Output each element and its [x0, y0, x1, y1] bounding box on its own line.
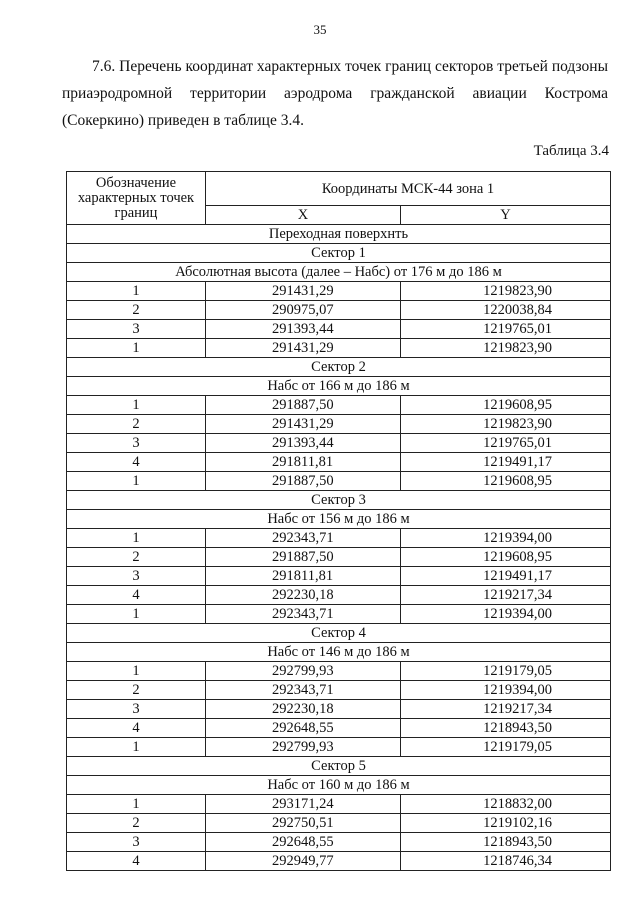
x-coordinate-cell: 291887,50 — [206, 396, 401, 415]
y-coordinate-cell: 1219823,90 — [401, 339, 611, 358]
x-coordinate-cell: 291811,81 — [206, 567, 401, 586]
table-row — [67, 586, 611, 605]
y-coordinate-cell: 1219217,34 — [401, 700, 611, 719]
x-coordinate-cell: 292343,71 — [206, 681, 401, 700]
table-body — [67, 225, 611, 871]
x-coordinate-cell: 292750,51 — [206, 814, 401, 833]
coordinates-table — [66, 171, 611, 871]
y-column-header: Y — [401, 206, 611, 225]
table-row — [67, 472, 611, 491]
sector-height-range: Набс от 166 м до 186 м — [67, 377, 611, 396]
x-coordinate-cell: 290975,07 — [206, 301, 401, 320]
table-row — [67, 852, 611, 871]
y-coordinate-cell: 1218832,00 — [401, 795, 611, 814]
table-row — [67, 719, 611, 738]
point-cell: 2 — [67, 301, 206, 320]
table-row — [67, 567, 611, 586]
x-coordinate-cell: 291393,44 — [206, 320, 401, 339]
table-row — [67, 396, 611, 415]
x-coordinate-cell: 291887,50 — [206, 548, 401, 567]
table-row — [67, 605, 611, 624]
point-cell: 3 — [67, 567, 206, 586]
y-coordinate-cell: 1218746,34 — [401, 852, 611, 871]
sector-title-row — [67, 244, 611, 263]
point-cell: 3 — [67, 833, 206, 852]
x-coordinate-cell: 291431,29 — [206, 339, 401, 358]
x-coordinate-cell: 291393,44 — [206, 434, 401, 453]
y-coordinate-cell: 1220038,84 — [401, 301, 611, 320]
point-cell: 3 — [67, 700, 206, 719]
y-coordinate-cell: 1219765,01 — [401, 434, 611, 453]
page-number: 35 — [313, 22, 327, 37]
table-row — [67, 453, 611, 472]
y-coordinate-cell: 1219394,00 — [401, 529, 611, 548]
point-cell: 4 — [67, 453, 206, 472]
x-coordinate-cell: 291811,81 — [206, 453, 401, 472]
y-coordinate-cell: 1219491,17 — [401, 567, 611, 586]
point-cell: 4 — [67, 719, 206, 738]
sector-title: Сектор 3 — [67, 491, 611, 510]
y-coordinate-cell: 1219608,95 — [401, 548, 611, 567]
point-cell: 1 — [67, 605, 206, 624]
surface-label: Переходная поверхнть — [67, 225, 611, 244]
point-cell: 1 — [67, 396, 206, 415]
x-coordinate-cell: 291431,29 — [206, 282, 401, 301]
x-coordinate-cell: 293171,24 — [206, 795, 401, 814]
x-coordinate-cell: 291431,29 — [206, 415, 401, 434]
sector-title: Сектор 4 — [67, 624, 611, 643]
sector-title-row — [67, 757, 611, 776]
point-cell: 1 — [67, 282, 206, 301]
sector-title-row — [67, 491, 611, 510]
table-row — [67, 339, 611, 358]
point-cell: 1 — [67, 529, 206, 548]
y-coordinate-cell: 1219394,00 — [401, 605, 611, 624]
y-coordinate-cell: 1218943,50 — [401, 719, 611, 738]
table-row — [67, 282, 611, 301]
x-coordinate-cell: 292230,18 — [206, 586, 401, 605]
sector-height-range: Набс от 146 м до 186 м — [67, 643, 611, 662]
y-coordinate-cell: 1219491,17 — [401, 453, 611, 472]
table-header — [67, 172, 611, 225]
surface-row — [67, 225, 611, 244]
sector-title: Сектор 5 — [67, 757, 611, 776]
points-column-header: Обозначение характерных точек границ — [67, 172, 206, 225]
header-row-top — [67, 172, 611, 206]
point-cell: 1 — [67, 795, 206, 814]
sector-title-row — [67, 624, 611, 643]
table-row — [67, 548, 611, 567]
sector-height-row — [67, 643, 611, 662]
point-cell: 1 — [67, 662, 206, 681]
x-coordinate-cell: 291887,50 — [206, 472, 401, 491]
point-cell: 1 — [67, 472, 206, 491]
point-cell: 3 — [67, 320, 206, 339]
point-cell: 1 — [67, 738, 206, 757]
table-row — [67, 795, 611, 814]
x-coordinate-cell: 292343,71 — [206, 605, 401, 624]
sector-height-row — [67, 377, 611, 396]
point-cell: 2 — [67, 681, 206, 700]
x-coordinate-cell: 292949,77 — [206, 852, 401, 871]
y-coordinate-cell: 1219394,00 — [401, 681, 611, 700]
point-cell: 2 — [67, 814, 206, 833]
x-coordinate-cell: 292230,18 — [206, 700, 401, 719]
table-row — [67, 814, 611, 833]
y-coordinate-cell: 1219765,01 — [401, 320, 611, 339]
table-row — [67, 320, 611, 339]
x-coordinate-cell: 292799,93 — [206, 662, 401, 681]
point-cell: 4 — [67, 852, 206, 871]
x-coordinate-cell: 292799,93 — [206, 738, 401, 757]
y-coordinate-cell: 1219608,95 — [401, 472, 611, 491]
point-cell: 1 — [67, 339, 206, 358]
sector-height-row — [67, 510, 611, 529]
point-cell: 4 — [67, 586, 206, 605]
point-cell: 3 — [67, 434, 206, 453]
point-cell: 2 — [67, 415, 206, 434]
x-column-header: X — [206, 206, 401, 225]
y-coordinate-cell: 1219217,34 — [401, 586, 611, 605]
table-row — [67, 415, 611, 434]
y-coordinate-cell: 1219179,05 — [401, 738, 611, 757]
table-row — [67, 434, 611, 453]
sector-height-range: Абсолютная высота (далее – Набс) от 176 м до 186 м — [67, 263, 611, 282]
sector-height-range: Набс от 156 м до 186 м — [67, 510, 611, 529]
y-coordinate-cell: 1219823,90 — [401, 282, 611, 301]
table-row — [67, 738, 611, 757]
y-coordinate-cell: 1219102,16 — [401, 814, 611, 833]
sector-height-row — [67, 776, 611, 795]
intro-paragraph: 7.6. Перечень координат характерных точек границ секторов третьей подзоны приаэродромной территории аэродрома гражданской авиации Кострома (Сокеркино) приведен в таблице 3.4. — [62, 58, 608, 129]
coordinate-system-header: Координаты МСК-44 зона 1 — [206, 172, 611, 206]
y-coordinate-cell: 1219608,95 — [401, 396, 611, 415]
table-row — [67, 301, 611, 320]
table-row — [67, 833, 611, 852]
y-coordinate-cell: 1219823,90 — [401, 415, 611, 434]
x-coordinate-cell: 292648,55 — [206, 833, 401, 852]
table-caption: Таблица 3.4 — [533, 143, 609, 159]
x-coordinate-cell: 292343,71 — [206, 529, 401, 548]
y-coordinate-cell: 1218943,50 — [401, 833, 611, 852]
point-cell: 2 — [67, 548, 206, 567]
x-coordinate-cell: 292648,55 — [206, 719, 401, 738]
sector-title-row — [67, 358, 611, 377]
table-row — [67, 700, 611, 719]
table-row — [67, 681, 611, 700]
sector-height-range: Набс от 160 м до 186 м — [67, 776, 611, 795]
sector-title: Сектор 1 — [67, 244, 611, 263]
sector-title: Сектор 2 — [67, 358, 611, 377]
y-coordinate-cell: 1219179,05 — [401, 662, 611, 681]
sector-height-row — [67, 263, 611, 282]
table-row — [67, 662, 611, 681]
table-row — [67, 529, 611, 548]
